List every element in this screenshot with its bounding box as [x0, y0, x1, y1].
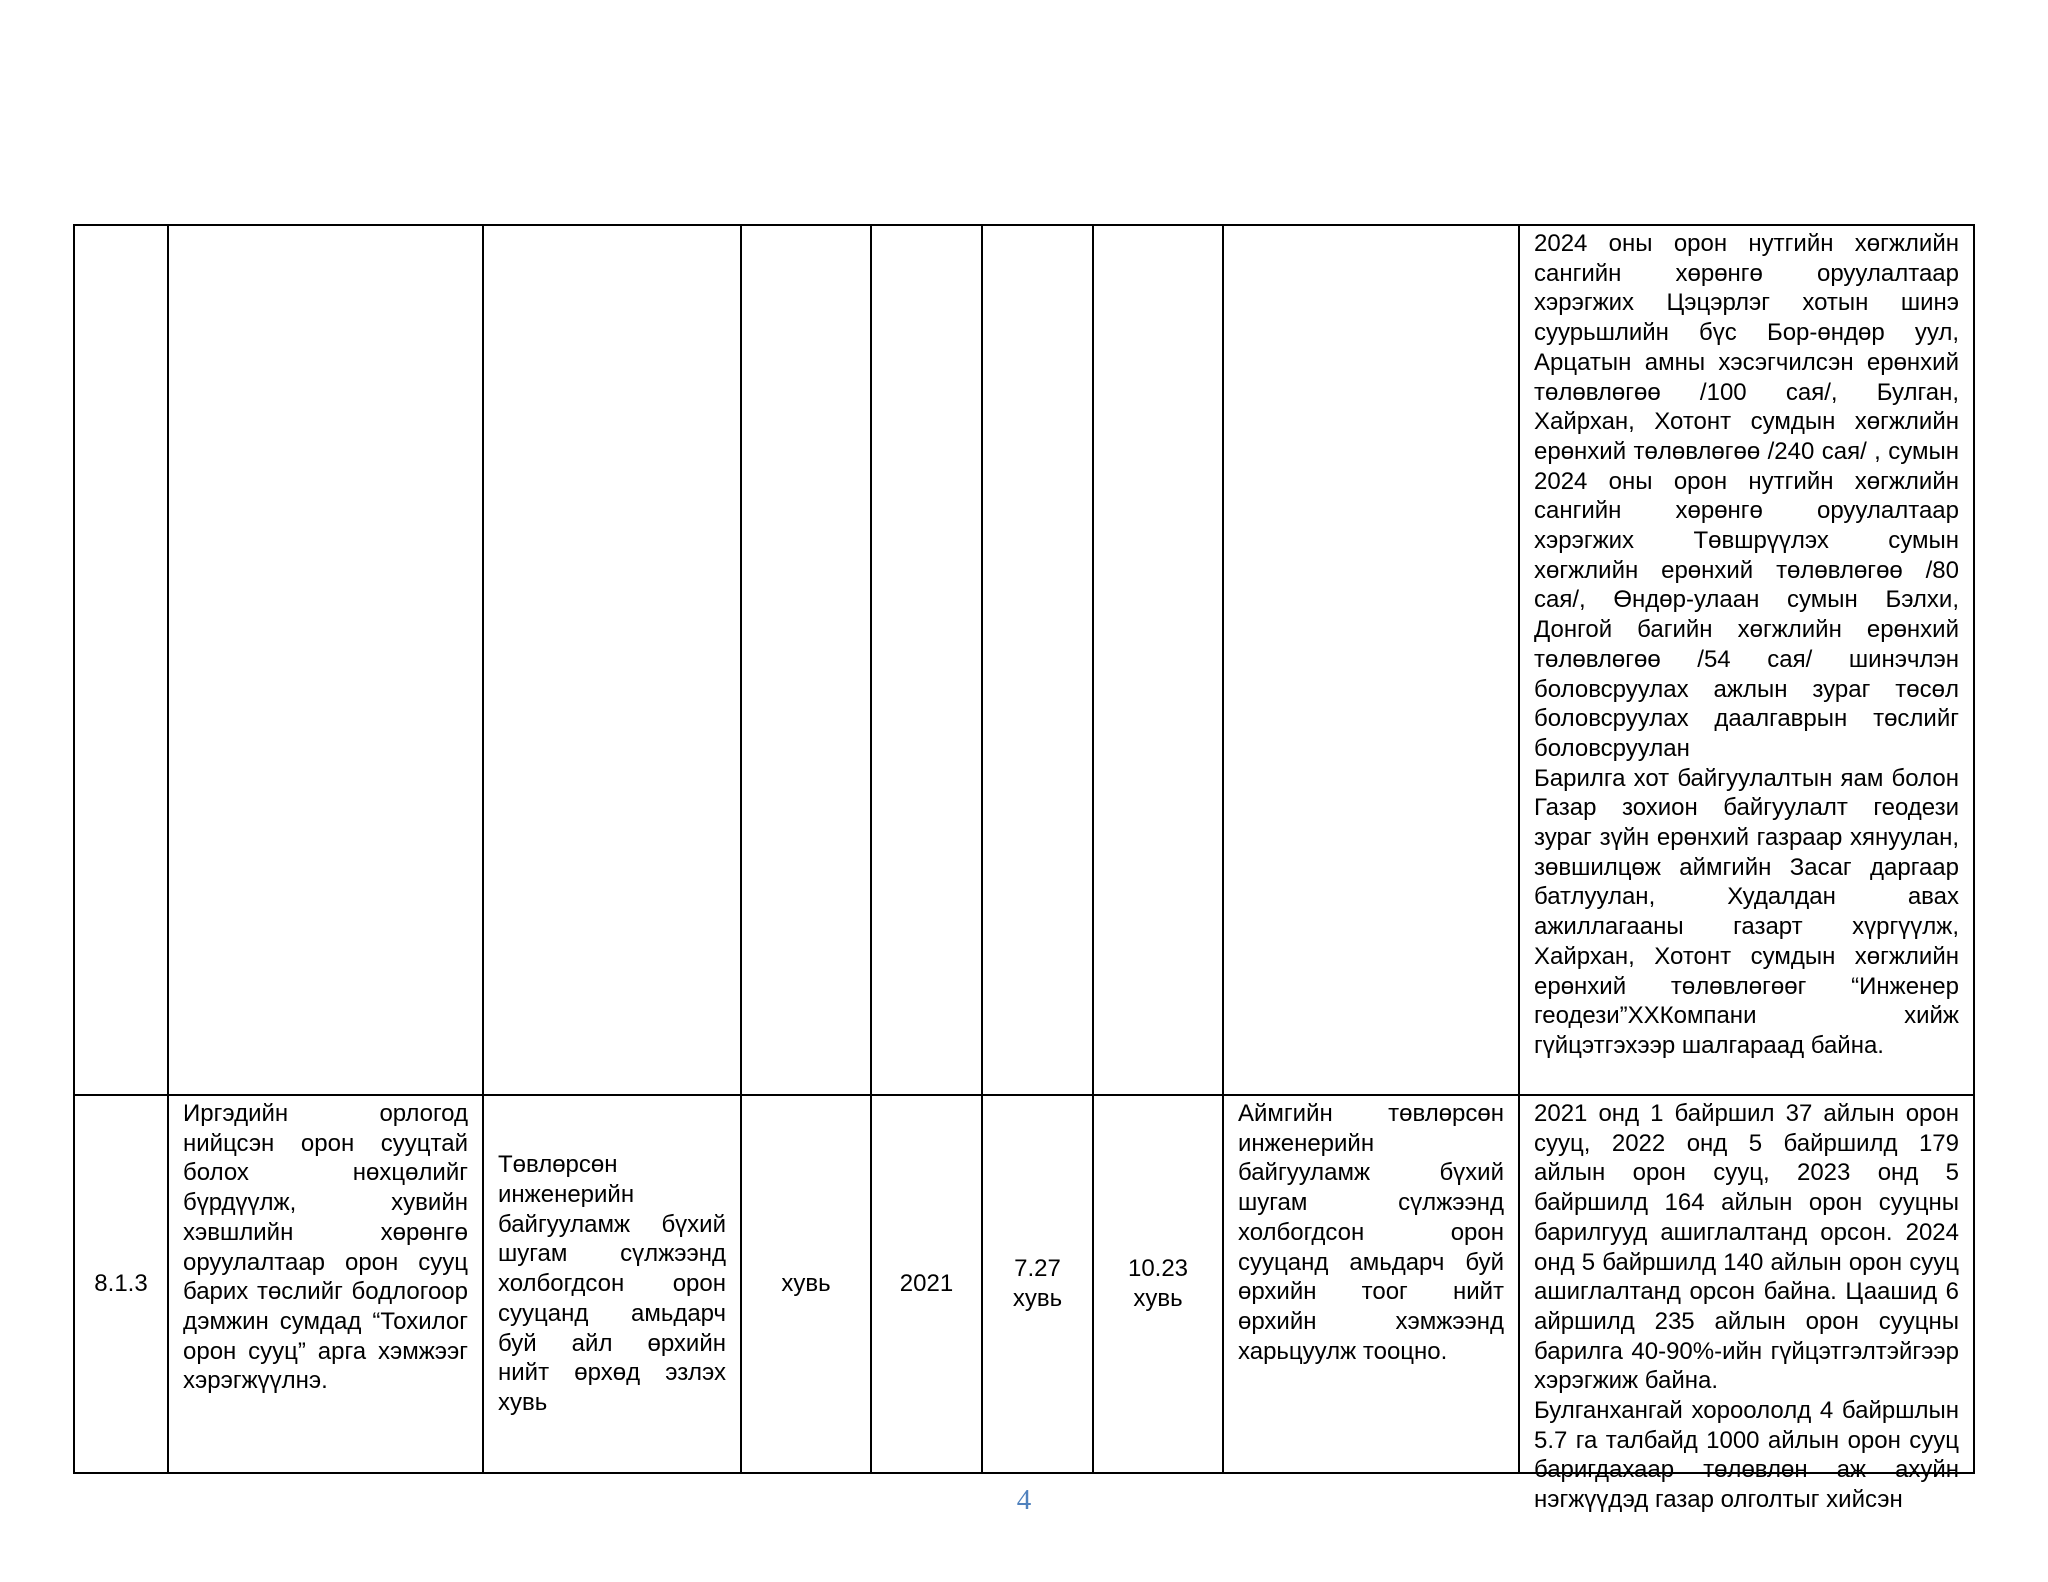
- method-cell: [1223, 225, 1519, 1095]
- base-year-cell: [871, 225, 982, 1095]
- target-cell: [1093, 225, 1223, 1095]
- progress-paragraph: Булганхангай хороололд 4 байршлын 5.7 га талбайд 1000 айлын орон сууц баригдахаар төлөвлөн аж ахуйн нэгжүүдэд газар олголтыг хийсэн: [1534, 1397, 1959, 1514]
- code-cell: [74, 225, 168, 1095]
- goal-cell: [168, 225, 483, 1095]
- code-cell: 8.1.3: [74, 1095, 168, 1473]
- page-number: 4: [1016, 1484, 1032, 1516]
- unit-cell: хувь: [741, 1095, 871, 1473]
- target-cell: 10.23 хувь: [1093, 1095, 1223, 1473]
- base-year-cell: 2021: [871, 1095, 982, 1473]
- progress-paragraph: Барилга хот байгуулалтын яам болон Газар зохион байгуулалт геодези зураг зүйн ерөнхий газраар хянуулан, зөвшилцөж аймгийн Засаг даргаар батлуулан, Худалдан авах ажиллагааны газарт хүргүүлж, Хайрхан, Хотонт сумдын хөгжлийн ерөнхий төлөвлөгөөг “Инженер геодези”ХХКомпани хийж гүйцэтгэхээр шалгараад байна.: [1534, 764, 1959, 1059]
- indicator-cell: Төвлөрсөн инженерийн байгууламж бүхий шугам сүлжээнд холбогдсон орон сууцанд амьдарч буй айл өрхийн нийт өрхөд эзлэх хувь: [483, 1095, 741, 1473]
- progress-paragraph: 2021 онд 1 байршил 37 айлын орон сууц, 2022 онд 5 байршилд 179 айлын орон сууц, 2023 онд 5 байршилд 164 айлын орон сууцны барилгууд ашиглалтанд орсон. 2024 онд 5 байршилд 140 айлын орон сууц ашиглалтанд орсон байна. Цаашид 6 айршилд 235 айлын орон сууцны барилга 40-90%-ийн гүйцэтгэлтэйгээр хэрэгжиж байна.: [1534, 1100, 1959, 1395]
- indicator-cell: [483, 225, 741, 1095]
- baseline-cell: [982, 225, 1093, 1095]
- table-row: [74, 225, 1974, 1095]
- table-row: [74, 1095, 1974, 1473]
- method-cell: Аймгийн төвлөрсөн инженерийн байгууламж бүхий шугам сүлжээнд холбогдсон орон сууцанд амьдарч буй өрхийн тоог нийт өрхийн хэмжээнд харьцуулж тооцно.: [1223, 1095, 1519, 1473]
- progress-cell: [1519, 1095, 1974, 1514]
- progress-text: [1534, 1099, 1959, 1514]
- document-table: [73, 224, 1975, 1514]
- baseline-cell: 7.27 хувь: [982, 1095, 1093, 1473]
- unit-cell: [741, 225, 871, 1095]
- progress-cell: [1519, 225, 1974, 1095]
- goal-cell: Иргэдийн орлогод нийцсэн орон сууцтай болох нөхцөлийг бүрдүүлж, хувийн хэвшлийн хөрөнгө оруулалтаар орон сууц барих төслийг бодлогоор дэмжин сумдад “Тохилог орон сууц” арга хэмжээг хэрэгжүүлнэ.: [168, 1095, 483, 1473]
- progress-paragraph: 2024 оны орон нутгийн хөгжлийн сангийн хөрөнгө оруулалтаар хэрэгжих Цэцэрлэг хотын шинэ суурьшлийн бүс Бор-өндөр уул, Арцатын амны хэсэгчилсэн ерөнхий төлөвлөгөө /100 сая/, Булган, Хайрхан, Хотонт сумдын хөгжлийн ерөнхий төлөвлөгөө /240 сая/ , сумын 2024 оны орон нутгийн хөгжлийн сангийн хөрөнгө оруулалтаар хэрэгжих Төвшрүүлэх сумын хөгжлийн ерөнхий төлөвлөгөө /80 сая/, Өндөр-улаан сумын Бэлхи, Донгой багийн хөгжлийн ерөнхий төлөвлөгөө /54 сая/ шинэчлэн боловсруулах ажлын зураг төсөл боловсруулах даалгаврын төслийг боловсруулан: [1534, 230, 1959, 762]
